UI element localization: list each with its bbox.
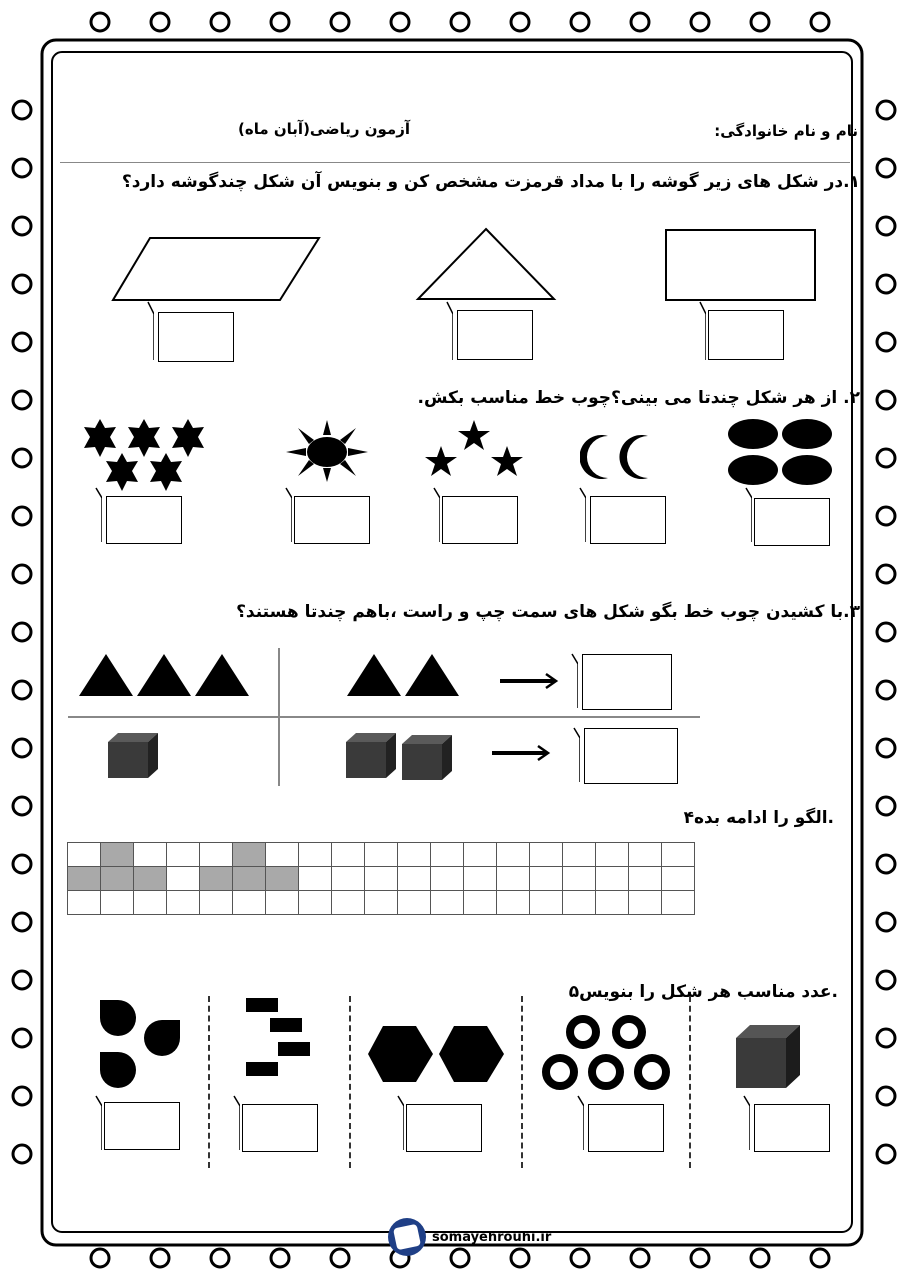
triangle-shape: [415, 226, 557, 302]
tally-mark: [146, 300, 154, 362]
pattern-cell[interactable]: [68, 843, 101, 867]
pattern-cell[interactable]: [365, 867, 398, 891]
pattern-row: [68, 843, 695, 867]
answer-box[interactable]: [584, 728, 678, 784]
question-1: ۱.در شکل های زیر گوشه را با مداد قرمزت مشخص کن و بنویس آن شکل چندگوشه دارد؟: [121, 172, 860, 192]
rectangle-shape: [664, 228, 818, 302]
pattern-cell[interactable]: [266, 891, 299, 915]
tally-mark: [445, 300, 453, 362]
tally-mark: [576, 1094, 584, 1152]
answer-box[interactable]: [457, 310, 533, 360]
pattern-cell[interactable]: [299, 867, 332, 891]
answer-box[interactable]: [158, 312, 234, 362]
pattern-cell[interactable]: [398, 843, 431, 867]
answer-box[interactable]: [754, 498, 830, 546]
hexagons-icon: [366, 1024, 506, 1084]
pattern-cell[interactable]: [101, 843, 134, 867]
pattern-cell[interactable]: [398, 891, 431, 915]
question-3: ۳.با کشیدن چوب خط بگو شکل های سمت چپ و راست ،باهم چندتا هستند؟: [236, 602, 860, 622]
column-divider: [521, 996, 523, 1168]
question-5: .عدد مناسب هر شکل را بنویس۵: [568, 982, 838, 1002]
tally-mark: [232, 1094, 240, 1152]
three-triangles-icon: [78, 652, 250, 698]
rings-icon: [540, 1014, 672, 1092]
pattern-cell[interactable]: [68, 867, 101, 891]
tally-mark: [578, 486, 586, 544]
five-point-stars-icon: [424, 418, 524, 480]
sun-icon: [284, 418, 370, 484]
pattern-cell[interactable]: [365, 843, 398, 867]
pattern-cell[interactable]: [497, 843, 530, 867]
column-divider: [349, 996, 351, 1168]
site-url[interactable]: somayehrouhi.ir: [432, 1229, 552, 1245]
tally-mark: [742, 1094, 750, 1152]
arrow-right-icon: [490, 744, 552, 762]
pattern-cell[interactable]: [233, 843, 266, 867]
pattern-cell[interactable]: [332, 891, 365, 915]
pattern-cell[interactable]: [497, 867, 530, 891]
pattern-cell[interactable]: [662, 867, 695, 891]
pattern-cell[interactable]: [398, 867, 431, 891]
pattern-cell[interactable]: [629, 867, 662, 891]
table-horizontal-divider: [68, 716, 700, 718]
answer-box[interactable]: [294, 496, 370, 544]
pattern-cell[interactable]: [530, 843, 563, 867]
pattern-cell[interactable]: [530, 891, 563, 915]
pattern-cell[interactable]: [101, 867, 134, 891]
bricks-icon: [244, 996, 314, 1080]
pattern-grid: [67, 842, 695, 915]
pattern-cell[interactable]: [464, 843, 497, 867]
pattern-cell[interactable]: [266, 867, 299, 891]
pattern-cell[interactable]: [332, 867, 365, 891]
footer: [388, 1218, 551, 1256]
pattern-row: [68, 891, 695, 915]
pattern-cell[interactable]: [563, 867, 596, 891]
pattern-cell[interactable]: [563, 891, 596, 915]
answer-box[interactable]: [754, 1104, 830, 1152]
arrow-right-icon: [498, 672, 560, 690]
pattern-cell[interactable]: [431, 867, 464, 891]
pattern-cell[interactable]: [662, 891, 695, 915]
pattern-cell[interactable]: [167, 843, 200, 867]
column-divider: [689, 996, 691, 1168]
site-logo-icon: [388, 1218, 426, 1256]
answer-box[interactable]: [590, 496, 666, 544]
pattern-cell[interactable]: [266, 843, 299, 867]
answer-box[interactable]: [242, 1104, 318, 1152]
tally-mark: [572, 726, 580, 784]
pattern-cell[interactable]: [200, 867, 233, 891]
answer-box[interactable]: [106, 496, 182, 544]
question-4: .الگو را ادامه بده۴: [683, 808, 834, 828]
pattern-cell[interactable]: [233, 867, 266, 891]
pattern-cell[interactable]: [332, 843, 365, 867]
crescent-moons-icon: [580, 432, 660, 482]
answer-box[interactable]: [104, 1102, 180, 1150]
pattern-cell[interactable]: [134, 891, 167, 915]
pattern-cell[interactable]: [365, 891, 398, 915]
tally-mark: [570, 652, 578, 710]
pattern-cell[interactable]: [101, 891, 134, 915]
pattern-cell[interactable]: [530, 867, 563, 891]
pattern-cell[interactable]: [596, 867, 629, 891]
pattern-cell[interactable]: [464, 891, 497, 915]
pattern-cell[interactable]: [431, 843, 464, 867]
tally-mark: [94, 486, 102, 544]
answer-box[interactable]: [582, 654, 672, 710]
drops-icon: [96, 996, 188, 1092]
answer-box[interactable]: [588, 1104, 664, 1152]
answer-box[interactable]: [708, 310, 784, 360]
pattern-cell[interactable]: [233, 891, 266, 915]
exam-title: آزمون ریاضی(آبان ماه): [238, 120, 410, 138]
answer-box[interactable]: [442, 496, 518, 544]
six-stars-icon: [78, 418, 212, 494]
name-label: نام و نام خانوادگی:: [714, 122, 858, 140]
tally-mark: [94, 1094, 102, 1152]
question-2: ۲. از هر شکل چندتا می بینی؟چوب خط مناسب بکش.: [417, 388, 860, 408]
pattern-cell[interactable]: [200, 891, 233, 915]
tally-mark: [744, 486, 752, 544]
pattern-row: [68, 867, 695, 891]
pattern-cell[interactable]: [299, 843, 332, 867]
pattern-cell[interactable]: [167, 867, 200, 891]
pattern-cell[interactable]: [563, 843, 596, 867]
tally-mark: [284, 486, 292, 544]
two-triangles-icon: [346, 652, 460, 698]
pattern-cell[interactable]: [596, 891, 629, 915]
pattern-cell[interactable]: [431, 891, 464, 915]
pattern-cell[interactable]: [596, 843, 629, 867]
pattern-cell[interactable]: [299, 891, 332, 915]
tally-mark: [396, 1094, 404, 1152]
one-cube-icon: [104, 730, 162, 780]
answer-box[interactable]: [406, 1104, 482, 1152]
pattern-cell[interactable]: [629, 891, 662, 915]
tally-mark: [698, 300, 706, 362]
pattern-cell[interactable]: [134, 843, 167, 867]
pattern-cell[interactable]: [167, 891, 200, 915]
tally-mark: [432, 486, 440, 544]
parallelogram-shape: [110, 236, 322, 302]
pattern-cell[interactable]: [134, 867, 167, 891]
pattern-cell[interactable]: [662, 843, 695, 867]
pattern-cell[interactable]: [68, 891, 101, 915]
pattern-cell[interactable]: [629, 843, 662, 867]
two-cubes-icon: [344, 730, 456, 782]
pattern-cell[interactable]: [464, 867, 497, 891]
clouds-icon: [726, 416, 834, 490]
cube-icon: [732, 1022, 804, 1090]
column-divider: [208, 996, 210, 1168]
pattern-cell[interactable]: [497, 891, 530, 915]
pattern-cell[interactable]: [200, 843, 233, 867]
header-divider: [60, 162, 850, 163]
